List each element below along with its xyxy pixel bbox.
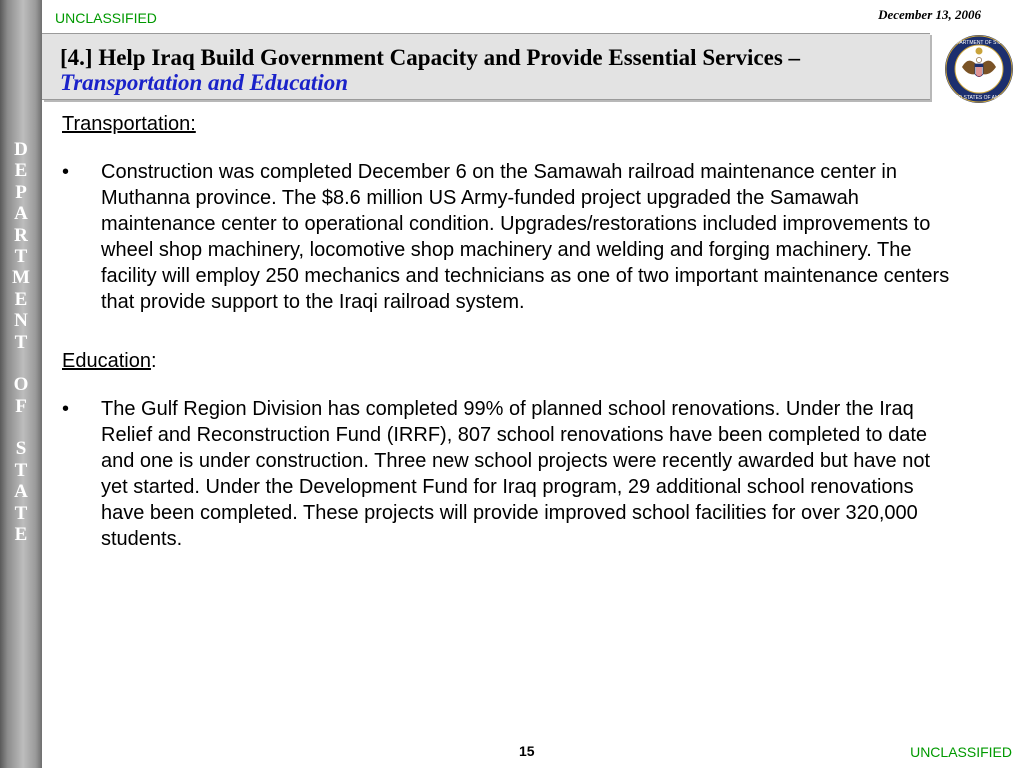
education-heading-text: Education — [62, 350, 151, 372]
side-letter: R — [14, 224, 28, 246]
side-letter: T — [14, 459, 28, 481]
side-letter: T — [14, 502, 28, 524]
side-letter — [0, 353, 42, 374]
bullet-dot: • — [62, 398, 70, 420]
side-letter: O — [13, 374, 29, 396]
side-letter: E — [14, 160, 28, 182]
classification-top: UNCLASSIFIED — [55, 10, 157, 26]
title-sub: Transportation and Education — [60, 70, 349, 95]
side-letter: E — [14, 524, 28, 546]
transportation-bullet — [62, 159, 959, 315]
side-letter: T — [14, 331, 28, 353]
side-letter — [0, 417, 42, 438]
education-heading — [62, 348, 962, 374]
side-letter: M — [12, 267, 30, 289]
transportation-heading — [62, 111, 962, 137]
side-vertical-text — [0, 139, 42, 545]
education-bullet-text: The Gulf Region Division has completed 99% of planned school renovations. Under the Iraq Relief and Reconstruction Fund (IRRF), 807 school renovations have been completed to date and one is under construction. Three new school projects were recently awarded but have not yet started. Under the Development Fund for Iraq program, 29 additional school renovations have been completed. These projects will provide improved school facilities for over 320,000 students. — [101, 398, 931, 550]
transportation-bullet-text: Construction was completed December 6 on the Samawah railroad maintenance center in Muthanna province. The $8.6 million US Army-funded project upgraded the Samawah maintenance center to operational condition. Upgrades/restorations included improvements to wheel shop machinery, locomotive shop machinery and welding and forging machinery. The facility will employ 250 mechanics and technicians as one of two important maintenance centers that provide support to the Iraqi railroad system. — [101, 161, 950, 313]
side-letter: P — [15, 181, 27, 203]
title-band — [42, 33, 930, 100]
education-bullet — [62, 396, 959, 552]
side-letter: A — [14, 481, 28, 503]
side-letter: F — [15, 395, 27, 417]
transportation-heading-text: Transportation: — [62, 113, 196, 135]
slide-body — [62, 111, 962, 552]
bullet-dot: • — [62, 161, 70, 183]
page-number: 15 — [519, 743, 535, 759]
education-heading-colon: : — [150, 350, 157, 372]
classification-bottom: UNCLASSIFIED — [910, 744, 1012, 760]
side-letter: N — [14, 310, 28, 332]
side-letter: E — [14, 288, 28, 310]
slide-date: December 13, 2006 — [878, 7, 981, 22]
side-letter: A — [14, 203, 28, 225]
svg-text:DEPARTMENT OF STATE: DEPARTMENT OF STATE — [949, 40, 1009, 46]
side-bar — [0, 0, 42, 768]
side-letter: D — [14, 139, 28, 160]
title-main: [4.] Help Iraq Build Government Capacity and Provide Essential Services – — [60, 45, 801, 70]
svg-text:UNITED STATES OF AMERICA: UNITED STATES OF AMERICA — [943, 95, 1015, 101]
side-letter: S — [15, 438, 27, 460]
slide-title — [60, 45, 910, 95]
department-of-state-seal-icon — [932, 34, 1024, 104]
side-letter: T — [14, 245, 28, 267]
